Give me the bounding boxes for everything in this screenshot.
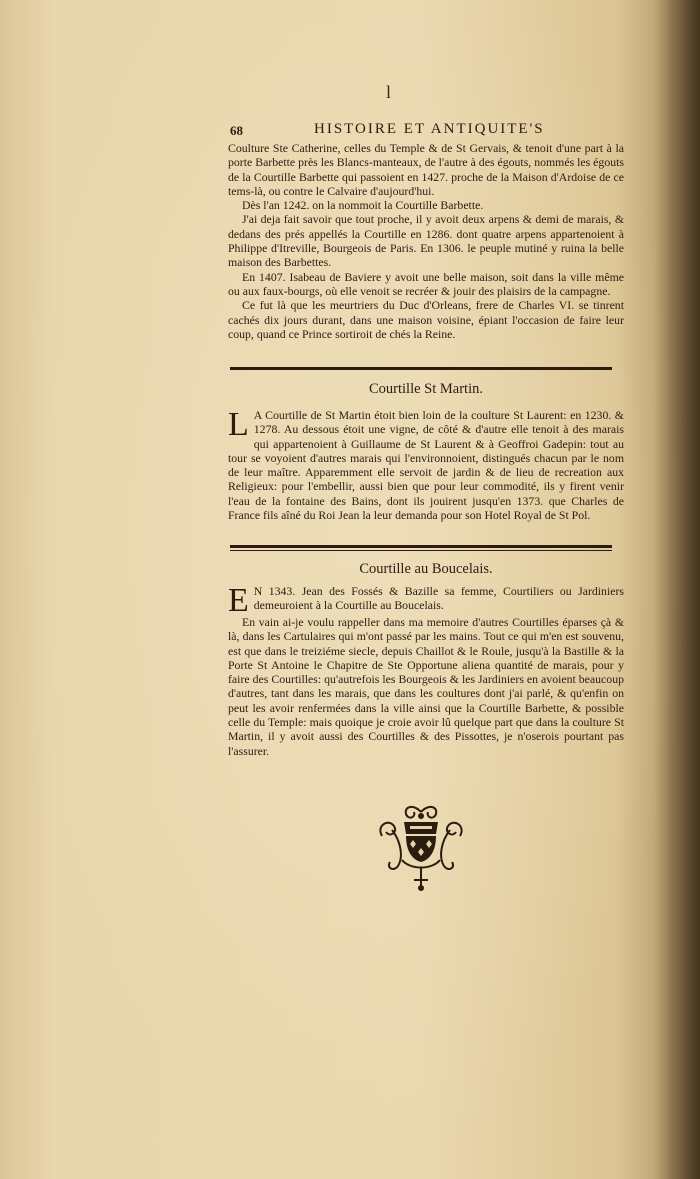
section-title-courtille-st-martin: Courtille St Martin. (369, 381, 483, 397)
section-divider (230, 367, 612, 370)
dropcap-letter: E (228, 582, 249, 619)
intro-paragraph-5: Ce fut là que les meurtriers du Duc d'Orleans, frere de Charles VI. se tinrent cachés dix jours durant, dans une maison voisine, épiant l'occasion de faire leur coup, quand ce Prince sortiroit de chés la Reine. (228, 298, 624, 341)
section-courtille-st-martin-text: A Courtille de St Martin étoit bien loin de la coulture St Laurent: en 1230. & 1278. Au dessous étoit une vigne, de côté & d'autre elle tenoit à des marais qui appartenoient à Guillaume de St Laurent & à Geoffroi Gadepin: tout au tour se voyoient d'autres marais qui l'environnoient, distingués chacun par le nom de leur maître. Apparemment elle servoit de jardin & de lieu de recreation aux Religieux: pour l'embellir, aussi bien que pour leur commodité, ils y firent venir l'eau de la fontaine des Bains, dont ils jouirent jusqu'en 1373. que Charles de France fils aîné du Roi Jean la leur demanda pour son Hotel Royal de St Pol. (228, 408, 624, 523)
fleuron-ornament-icon (374, 800, 468, 892)
intro-text (228, 141, 624, 341)
intro-paragraph-4: En 1407. Isabeau de Baviere y avoit une belle maison, soit dans la ville même ou aux faux-bourgs, où elle venoit se recréer & jouir des plaisirs de la campagne. (228, 269, 624, 298)
page-number: 68 (230, 123, 243, 138)
section-divider-thin (230, 550, 612, 551)
section-courtille-au-boucelais-text-2: En vain ai-je voulu rappeller dans ma memoire d'autres Courtilles éparses çà & là, dans les Cartulaires qui m'ont passé par les mains. Tout ce qui m'en est souvenu, est que dans le treiziéme siecle, depuis Chaillot & le Roule, jusqu'à la Bastille & la Porte St Antoine le Chapitre de Ste Opportune aliena quantité de marais, pour y faire des Courtilles: qu'autrefois les Bourgeois & les Jardiniers en avoient beaucoup d'autres, tant dans les marais, que dans les coultures dont j'ai parlé, & qu'enfin on peut les avoir renfermées dans la ville ainsi que la Courtille Barbette, & possible celle du Temple: mais quoique je croie avoir lû quelque part que dans la coulture St Martin, il y avoit aussi des Courtilles & des Pissottes, je n'oserois pourtant pas l'assurer. (228, 615, 624, 758)
intro-paragraph-2: Dès l'an 1242. on la nommoit la Courtille Barbette. (242, 198, 484, 213)
section-courtille-au-boucelais (228, 584, 624, 758)
section-divider (230, 545, 612, 548)
section-courtille-st-martin (228, 408, 624, 522)
intro-paragraph-3: J'ai deja fait savoir que tout proche, il y avoit deux arpens & demi de marais, & dedans des prés appellés la Courtille en 1286. dont quatre arpens appartenoient à Philippe d'Itreville, Bourgeois de Paris. En 1306. le peuple mutiné y ruina la belle maison des Barbettes. (228, 212, 624, 270)
section-title-courtille-au-boucelais: Courtille au Boucelais. (359, 561, 493, 577)
page-gutter-shadow (654, 0, 700, 1179)
top-mark: l (386, 82, 392, 102)
dropcap-letter: L (228, 406, 249, 443)
running-title: HISTOIRE ET ANTIQUITE'S (314, 121, 545, 137)
section-courtille-au-boucelais-text-1: N 1343. Jean des Fossés & Bazille sa femme, Courtiliers ou Jardiniers demeuroient à la Courtille au Boucelais. (253, 584, 624, 613)
intro-paragraph-1: Coulture Ste Catherine, celles du Temple & de St Gervais, & tenoit d'une part à la porte Barbette près les Blancs-manteaux, de l'autre à des égouts, nommés les égouts de la Courtille Barbette qui passoient en 1427. proche de la Maison d'Ardoise de ce tems-là, ou contre le Calvaire d'aujourd'hui. (228, 141, 624, 198)
page-header (230, 121, 622, 141)
